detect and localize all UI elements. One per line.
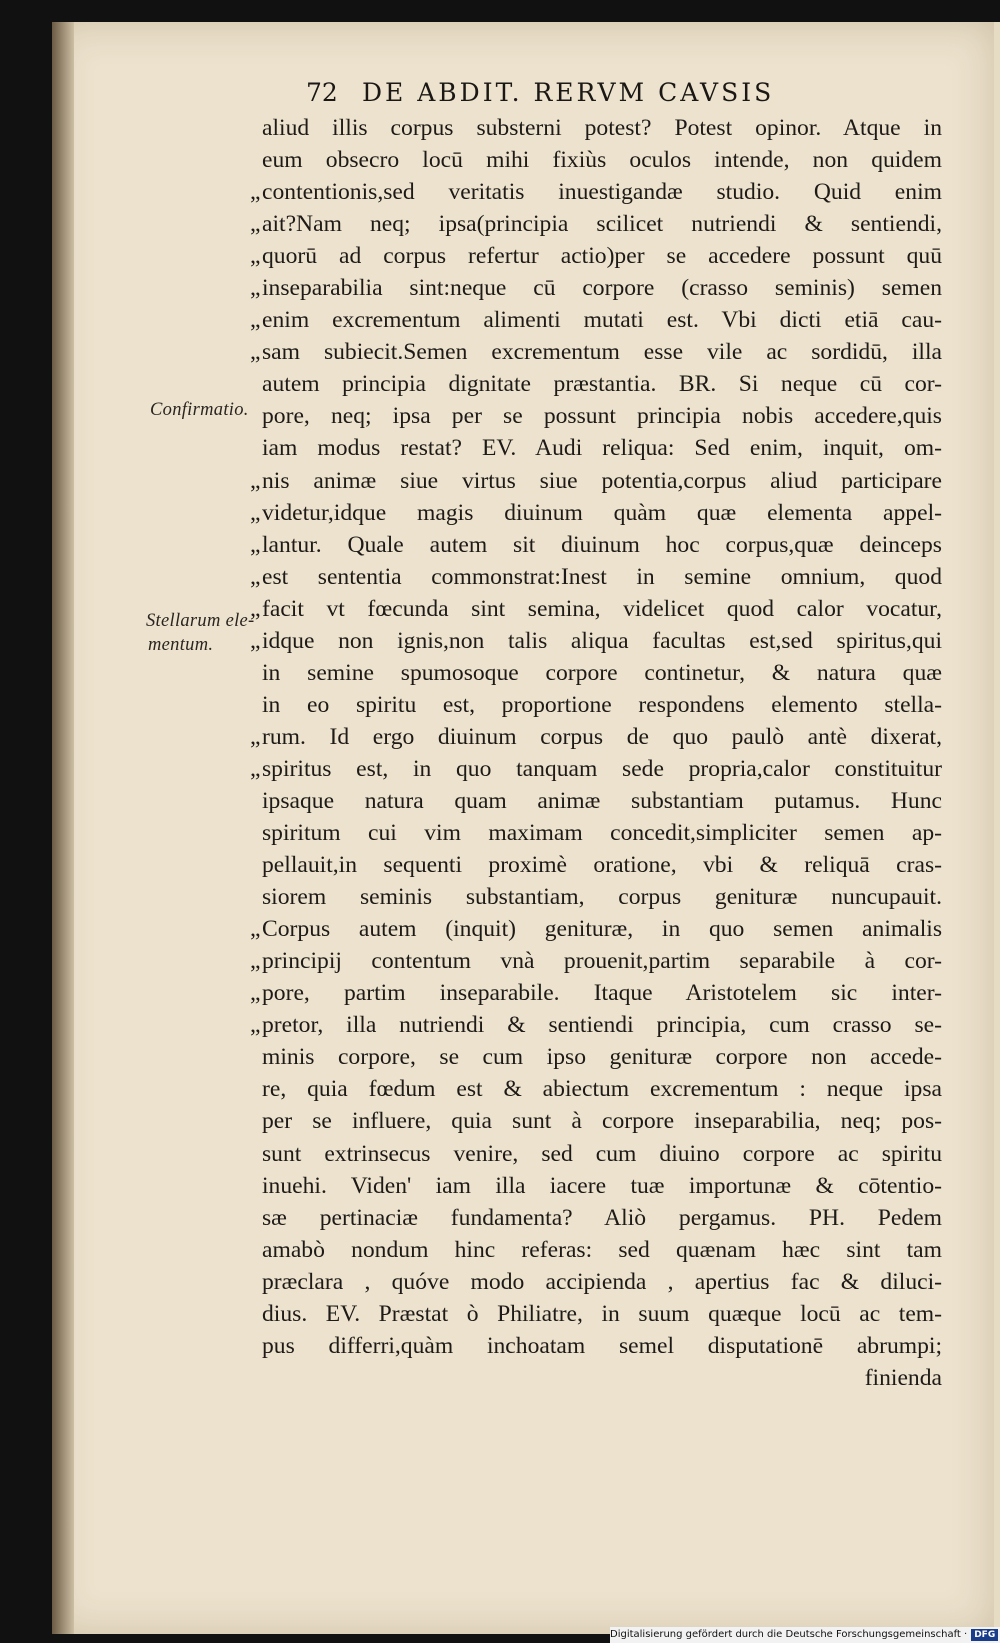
quotation-mark: „ [250,531,261,558]
margin-note-confirmatio: Confirmatio. [150,400,249,420]
line-text: contentionis,sed veritatis inuestigandæ studio. Quid enim [262,179,942,206]
line-text: lantur. Quale autem sit diuinum hoc corpus,quæ deinceps [262,531,942,558]
line-text: in semine spumosoque corpore continetur, & natura quæ [262,659,942,686]
text-line [250,465,942,497]
text-line [262,881,942,913]
line-text: iam modus restat? EV. Audi reliqua: Sed enim, inquit, om- [262,435,942,462]
quotation-mark: „ [250,339,261,366]
text-line [262,1298,942,1330]
line-text: inseparabilia sint:neque cū corpore (crasso seminis) semen [262,275,942,302]
line-text: spiritum cui vim maximam concedit,simpliciter semen ap- [262,820,942,847]
line-text: inuehi. Viden' iam illa iacere tuæ importunæ & cōtentio- [262,1172,942,1199]
text-line [262,144,942,176]
margin-note-stellarum: Stellarum ele- [146,611,255,631]
text-line [250,272,942,304]
text-line [250,977,942,1009]
text-line [250,336,942,368]
line-text: idque non ignis,non talis aliqua facultas est,sed spiritus,qui [262,627,942,654]
text-line [250,753,942,785]
quotation-mark: „ [250,211,261,238]
text-line [250,529,942,561]
text-line [250,913,942,945]
text-line [250,208,942,240]
line-text: sunt extrinsecus venire, sed cum diuino corpore ac spiritu [262,1140,942,1167]
text-line [262,1234,942,1266]
line-text: pore, partim inseparabile. Itaque Aristotelem sic inter- [262,980,942,1007]
text-line [262,849,942,881]
line-text: re, quia fœdum est & abiectum excrementum : neque ipsa [262,1076,942,1103]
line-text: pretor, illa nutriendi & sentiendi principia, cum crasso se- [262,1012,942,1039]
quotation-mark: „ [250,627,261,654]
line-text: pore, neq; ipsa per se possunt principia nobis accedere,quis [262,403,942,430]
text-line [262,1362,942,1394]
text-line [250,176,942,208]
text-line [250,945,942,977]
line-text: rum. Id ergo diuinum corpus de quo paulò antè dixerat, [262,723,942,750]
line-text: aliud illis corpus substerni potest? Potest opinor. Atque in [262,115,942,141]
text-line [262,1105,942,1137]
line-text: sam subiecit.Semen excrementum esse vile ac sordidū, illa [262,339,942,366]
text-line [250,1009,942,1041]
footer-text: Digitalisierung gefördert durch die Deutsche Forschungsgemeinschaft · [610,1629,968,1640]
quotation-mark: „ [250,595,261,622]
dfg-logo: DFG [971,1629,998,1641]
text-line [262,368,942,400]
page-number: 72 [306,78,338,107]
line-text: in eo spiritu est, proportione respondens elemento stella- [262,691,942,718]
line-text: facit vt fœcunda sint semina, videlicet quod calor vocatur, [262,595,942,622]
line-text: nis animæ siue virtus siue potentia,corpus aliud participare [262,467,942,494]
text-line [250,721,942,753]
line-text: siorem seminis substantiam, corpus genituræ nuncupauit. [262,884,942,911]
running-title: DE ABDIT. RERVM CAVSIS [362,78,775,107]
quotation-mark: „ [250,723,261,750]
quotation-mark: „ [250,948,261,975]
text-line [250,240,942,272]
line-text: amabò nondum hinc referas: sed quænam hæc sint tam [262,1236,942,1263]
line-text: enim excrementum alimenti mutati est. Vbi dicti etiā cau- [262,307,942,334]
text-line [250,561,942,593]
adjacent-page-edge [994,22,1000,1634]
quotation-mark: „ [250,916,261,943]
text-line [262,657,942,689]
text-line [262,1330,942,1362]
quotation-mark: „ [250,243,261,270]
body-text [250,112,942,1394]
text-line [262,1170,942,1202]
text-line [262,689,942,721]
quotation-mark: „ [250,563,261,590]
text-line [250,625,942,657]
margin-note-elementum: mentum. [148,635,214,655]
quotation-mark: „ [250,275,261,302]
quotation-mark: „ [250,179,261,206]
text-line [262,1266,942,1298]
line-text: pellauit,in sequenti proximè oratione, vbi & reliquā cras- [262,852,942,879]
line-text: ait?Nam neq; ipsa(principia scilicet nutriendi & sentiendi, [262,211,942,238]
line-text: Corpus autem (inquit) genituræ, in quo semen animalis [262,916,942,943]
line-text: principij contentum vnà prouenit,partim separabile à cor- [262,948,942,975]
quotation-mark: „ [250,499,261,526]
quotation-mark: „ [250,307,261,334]
line-text: sæ pertinaciæ fundamenta? Aliò pergamus. PH. Pedem [262,1204,942,1231]
line-text: videtur,idque magis diuinum quàm quæ elementa appel- [262,499,942,526]
line-text: est sententia commonstrat:Inest in semine omnium, quod [262,563,942,590]
line-text: ipsaque natura quam animæ substantiam putamus. Hunc [262,787,942,814]
line-text: præclara , quóve modo accipienda , apertius fac & diluci- [262,1268,942,1295]
text-line [262,1041,942,1073]
running-header [306,78,896,107]
text-line [250,304,942,336]
page-gutter-shadow [52,22,74,1634]
digitization-footer [610,1627,1000,1643]
text-line [262,432,942,464]
text-line [262,1138,942,1170]
text-line [262,400,942,432]
line-text: autem principia dignitate præstantia. BR. Si neque cū cor- [262,371,942,398]
line-text: eum obsecro locū mihi fixiùs oculos intende, non quidem [262,147,942,174]
line-text: spiritus est, in quo tanquam sede propria,calor constituitur [262,755,942,782]
quotation-mark: „ [250,467,261,494]
text-line [262,112,942,144]
quotation-mark: „ [250,980,261,1007]
text-line [262,1202,942,1234]
text-line [262,817,942,849]
line-text: dius. EV. Præstat ò Philiatre, in suum quæque locū ac tem- [262,1300,942,1327]
line-text: pus differri,quàm inchoatam semel disputationē abrumpi; [262,1332,942,1359]
text-line [262,785,942,817]
text-line [250,497,942,529]
line-text: minis corpore, se cum ipso genituræ corpore non accede- [262,1044,942,1071]
text-line [250,593,942,625]
quotation-mark: „ [250,1012,261,1039]
text-line [262,1073,942,1105]
line-text: per se influere, quia sunt à corpore inseparabilia, neq; pos- [262,1108,942,1135]
quotation-mark: „ [250,755,261,782]
line-text: quorū ad corpus refertur actio)per se accedere possunt quū [262,243,942,270]
line-text: finienda [864,1364,942,1391]
